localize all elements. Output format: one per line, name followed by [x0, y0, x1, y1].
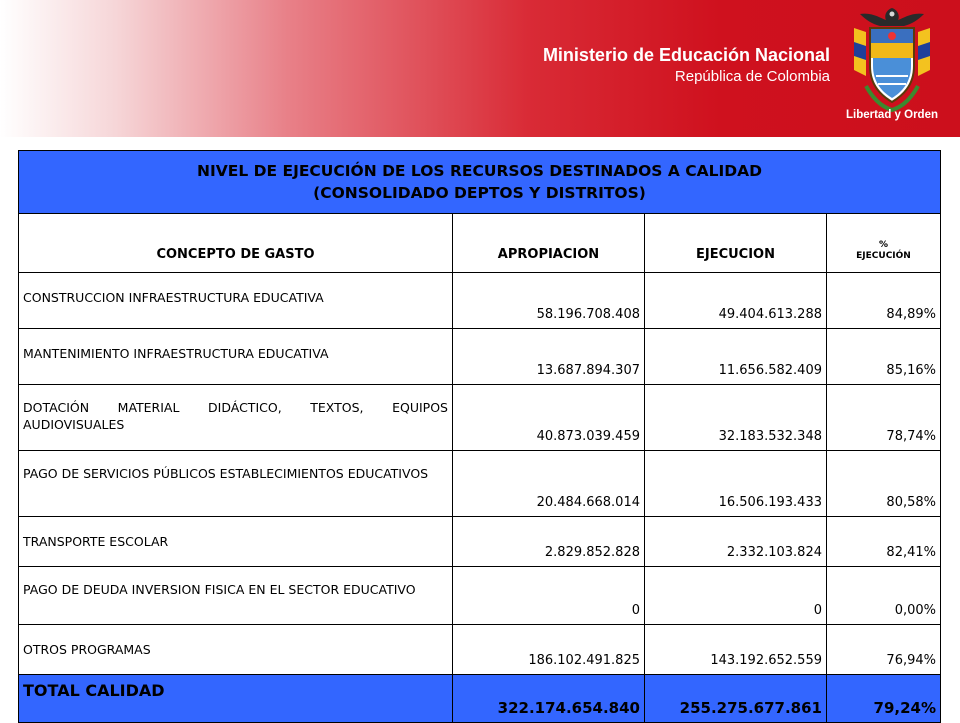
table-title-row — [19, 151, 941, 214]
table-row — [19, 273, 941, 329]
row-apropiacion: 40.873.039.459 — [453, 385, 645, 451]
row-ejecucion: 0 — [645, 567, 827, 625]
row-pct: 84,89% — [827, 273, 941, 329]
column-header-pct-symbol: % — [878, 240, 889, 250]
table-row — [19, 567, 941, 625]
row-concept: CONSTRUCCION INFRAESTRUCTURA EDUCATIVA — [19, 273, 453, 329]
total-pct: 79,24% — [827, 675, 941, 723]
row-pct: 80,58% — [827, 451, 941, 517]
total-apropiacion: 322.174.654.840 — [453, 675, 645, 723]
total-label: TOTAL CALIDAD — [19, 675, 453, 723]
row-ejecucion: 11.656.582.409 — [645, 329, 827, 385]
row-ejecucion: 143.192.652.559 — [645, 625, 827, 675]
table-title-line1: NIVEL DE EJECUCIÓN DE LOS RECURSOS DESTINADOS A CALIDAD — [197, 162, 762, 180]
motto: Libertad y Orden — [845, 109, 939, 121]
total-row — [19, 675, 941, 723]
row-apropiacion: 186.102.491.825 — [453, 625, 645, 675]
row-pct: 76,94% — [827, 625, 941, 675]
row-concept: OTROS PROGRAMAS — [19, 625, 453, 675]
row-apropiacion: 2.829.852.828 — [453, 517, 645, 567]
row-ejecucion: 2.332.103.824 — [645, 517, 827, 567]
table-row — [19, 329, 941, 385]
table-title-line2: (CONSOLIDADO DEPTOS Y DISTRITOS) — [313, 184, 646, 202]
row-concept: TRANSPORTE ESCOLAR — [19, 517, 453, 567]
column-header-ejecucion: EJECUCION — [645, 214, 827, 273]
row-concept: DOTACIÓN MATERIAL DIDÁCTICO, TEXTOS, EQUIPOS AUDIOVISUALES — [19, 385, 453, 451]
colombia-coat-of-arms-icon — [846, 6, 938, 112]
row-concept: MANTENIMIENTO INFRAESTRUCTURA EDUCATIVA — [19, 329, 453, 385]
column-header-apropiacion: APROPIACION — [453, 214, 645, 273]
total-ejecucion: 255.275.677.861 — [645, 675, 827, 723]
budget-execution-table — [18, 150, 941, 723]
ministry-name: Ministerio de Educación Nacional — [542, 45, 830, 65]
row-apropiacion: 13.687.894.307 — [453, 329, 645, 385]
column-header-concept: CONCEPTO DE GASTO — [19, 214, 453, 273]
row-apropiacion: 0 — [453, 567, 645, 625]
country-name: República de Colombia — [674, 68, 830, 85]
table-header-row — [19, 214, 941, 273]
row-ejecucion: 32.183.532.348 — [645, 385, 827, 451]
table-row — [19, 517, 941, 567]
table-row — [19, 625, 941, 675]
row-apropiacion: 20.484.668.014 — [453, 451, 645, 517]
table-row — [19, 451, 941, 517]
table-row — [19, 385, 941, 451]
column-header-pct-label: EJECUCIÓN — [856, 251, 911, 261]
row-apropiacion: 58.196.708.408 — [453, 273, 645, 329]
ministry-block — [543, 44, 830, 87]
row-pct: 85,16% — [827, 329, 941, 385]
row-pct: 82,41% — [827, 517, 941, 567]
column-header-pct — [827, 214, 941, 273]
row-ejecucion: 16.506.193.433 — [645, 451, 827, 517]
row-concept: PAGO DE DEUDA INVERSION FISICA EN EL SECTOR EDUCATIVO — [19, 567, 453, 625]
table-title — [19, 151, 941, 214]
row-concept: PAGO DE SERVICIOS PÚBLICOS ESTABLECIMIENTOS EDUCATIVOS — [19, 451, 453, 517]
row-pct: 0,00% — [827, 567, 941, 625]
row-pct: 78,74% — [827, 385, 941, 451]
row-ejecucion: 49.404.613.288 — [645, 273, 827, 329]
